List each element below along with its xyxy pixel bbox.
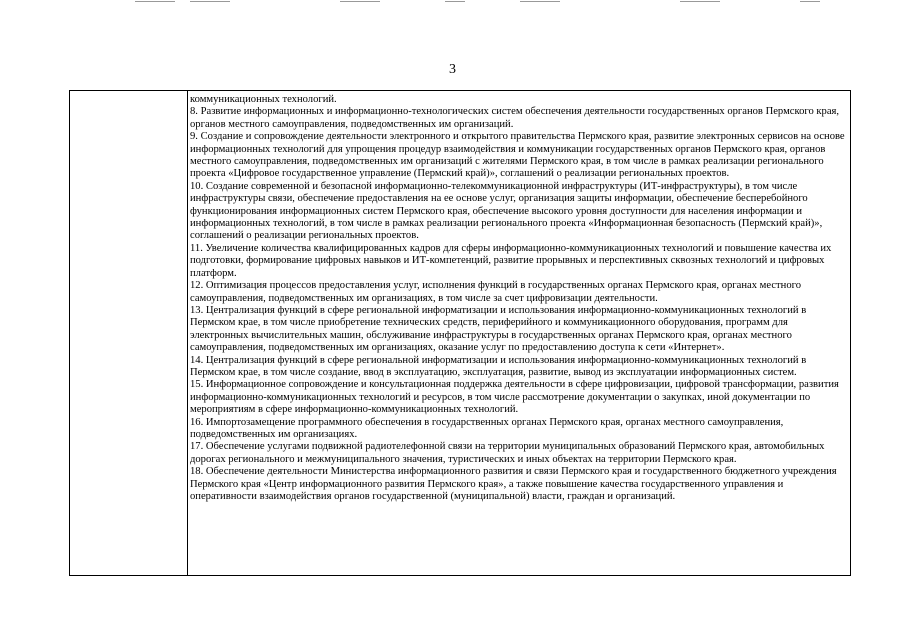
- paragraph: коммуникационных технологий.: [190, 94, 337, 105]
- paragraph: 16. Импортозамещение программного обеспечения в государственных органах Пермского края, органах местного самоуправления, подведомственных им организациях.: [190, 416, 784, 440]
- top-edge-dash: [190, 1, 230, 2]
- paragraph: 15. Информационное сопровождение и консультационная поддержка деятельности в сфере цифровизации, цифровой трансформации, развития информационно-коммуникационных технологий и ресурсов, в том числе рассмотрение документации о закупках, иной документации по мероприятиям в сфере информационно-коммуникационных технологий.: [190, 379, 839, 416]
- paragraph: 14. Централизация функций в сфере региональной информатизации и использования информационно-коммуникационных технологий в Пермском крае, в том числе создание, ввод в эксплуатацию, эксплуатация, развитие, вывод из эксплуатации информационных систем.: [190, 354, 807, 378]
- top-edge-dash: [340, 1, 380, 2]
- paragraph: 12. Оптимизация процессов предоставления услуг, исполнения функций в государственных органах Пермского края, органах местного самоуправления, подведомственных им организациях, в том числе за счет цифровизации деятельности.: [190, 280, 801, 304]
- page-number: 3: [449, 62, 456, 77]
- top-edge-dash: [520, 1, 560, 2]
- top-edge-dash: [445, 1, 465, 2]
- top-edge-dash: [680, 1, 720, 2]
- content-table: [69, 90, 851, 576]
- paragraph: 18. Обеспечение деятельности Министерства информационного развития и связи Пермского края и государственного бюджетного учреждения Пермского края «Центр информационного развития Пермского края», а также повышение качества государственного управления и оперативности взаимодействия органов государственной (муниципальной) власти, граждан и организаций.: [190, 466, 837, 502]
- paragraph: 9. Создание и сопровождение деятельности электронного и открытого правительства Пермского края, развитие электронных сервисов на основе информационных технологий для упрощения процедур взаимодействия и коммуникации государственных органов Пермского края, органов местного самоуправления, подведомственных им организаций с жителями Пермского края, в том числе в рамках реализации регионального проекта «Цифровое государственное управление (Пермский край)», соглашений о реализации региональных проектов.: [190, 131, 845, 180]
- table-text-cell: [190, 94, 847, 575]
- table-left-cell: [70, 91, 188, 575]
- paragraph: 17. Обеспечение услугами подвижной радиотелефонной связи на территории муниципальных образований Пермского края, автомобильных дорогах регионального и межмуниципального значения, туристических и иных объектах на территории Пермского края.: [190, 441, 825, 465]
- top-edge-dash: [135, 1, 175, 2]
- top-edge-dash: [800, 1, 820, 2]
- paragraph: 8. Развитие информационных и информационно-технологических систем обеспечения деятельности государственных органов Пермского края, органов местного самоуправления, подведомственных им организаций.: [190, 106, 840, 130]
- paragraph: 11. Увеличение количества квалифицированных кадров для сферы информационно-коммуникационных технологий и повышение качества их подготовки, формирование цифровых навыков и ИТ-компетенций, развитие прорывных и перспективных сквозных технологий и цифровых платформ.: [190, 242, 832, 279]
- paragraph: 10. Создание современной и безопасной информационно-телекоммуникационной инфраструктуры (ИТ-инфраструктуры), в том числе инфраструктуры связи, обеспечение предоставления на ее основе услуг, организация защиты информации, обеспечение бесперебойного функционирования информационных систем Пермского края, обеспечение высокого уровня доступности для населения информации и информационных технологий, в том числе в рамках реализации регионального проекта «Информационная безопасность (Пермский край)», соглашений о реализации региональных проектов.: [190, 180, 823, 242]
- paragraph: 13. Централизация функций в сфере региональной информатизации и использования информационно-коммуникационных технологий в Пермском крае, в том числе приобретение технических средств, периферийного и коммуникационного оборудования, программ для электронных вычислительных машин, обслуживание инфраструктуры в государственных органах Пермского края, органах местного самоуправления, подведомственных им организациях, оказание услуг по предоставлению доступа к сети «Интернет».: [190, 304, 807, 354]
